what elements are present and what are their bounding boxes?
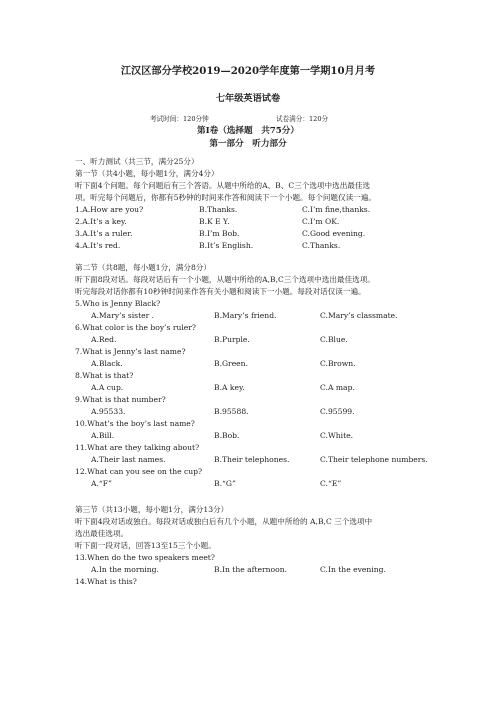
q10-option-a: A.Bill.: [91, 431, 115, 440]
q8-option-b: B.A key.: [214, 383, 245, 392]
q7-option-b: B.Green.: [214, 359, 248, 368]
volume-heading: 第Ⅰ卷（选择题 共75分）: [197, 126, 299, 136]
section3-title: 第三节（共13小题，每小题1分，满分13分）: [75, 505, 229, 514]
q9-option-a: A.95533.: [91, 407, 126, 416]
section1-instruction-1: 听下面4个问题。每个问题后有三个答语。从题中所给的A、B、C三个选项中选出最佳选: [75, 181, 371, 190]
q8-option-c: C.A map.: [320, 383, 355, 392]
q10-option-c: C.White.: [320, 431, 354, 440]
exam-title: 江汉区部分学校2019—2020学年度第一学期10月月考: [120, 65, 376, 77]
q6-question: 6.What color is the boy’s ruler?: [75, 323, 196, 332]
q3-option-c: C.Good evening.: [302, 229, 366, 238]
q12-option-a: A.“F”: [91, 479, 112, 488]
section2-instruction-1: 听下面8段对话。每段对话后有一个小题，从题中所给的A,B,C三个选项中选出最佳选项。: [75, 275, 375, 284]
q5-option-b: B.Mary’s friend.: [214, 311, 277, 320]
section1-instruction-2: 项。听完每个问题后，你都有5秒钟的时间来作答和阅读下一个小题。每个问题仅读一遍。: [75, 193, 376, 202]
q2-option-a: 2.A.It’s a key.: [75, 217, 127, 226]
q7-option-c: C.Brown.: [320, 359, 356, 368]
q1-option-a: 1.A.How are you?: [75, 205, 144, 214]
section3-instruction-2: 选出最佳选项。: [75, 529, 129, 538]
q13-question: 13.When do the two speakers meet?: [75, 553, 215, 562]
q13-option-b: B.In the afternoon.: [214, 565, 288, 574]
q12-question: 12.What can you see on the cup?: [75, 467, 203, 476]
q1-option-c: C.I’m fine,thanks.: [302, 205, 371, 214]
q2-option-b: B.K E Y.: [199, 217, 230, 226]
section1-title: 第一节（共4小题，每小题1分，满分4分）: [75, 169, 219, 178]
q13-option-c: C.In the evening.: [320, 565, 386, 574]
q6-option-c: C.Blue.: [320, 335, 348, 344]
exam-time: 考试时间：120分钟: [150, 115, 209, 123]
q2-option-c: C.I’m OK.: [302, 217, 340, 226]
q4-option-c: C.Thanks.: [302, 241, 341, 250]
q14-question: 14.What is this?: [75, 577, 137, 586]
q8-question: 8.What is that?: [75, 371, 134, 380]
exam-subtitle: 七年级英语试卷: [215, 93, 281, 104]
q13-option-a: A.In the morning.: [91, 565, 159, 574]
q11-question: 11.What are they talking about?: [75, 443, 200, 452]
q6-option-a: A.Red.: [91, 335, 117, 344]
q4-option-a: 4.A.It’s red.: [75, 241, 121, 250]
section2-title: 第二节（共8题，每小题1分，满分8分）: [75, 263, 211, 272]
q9-option-c: C.95599.: [320, 407, 355, 416]
q5-option-c: C.Mary’s classmate.: [320, 311, 398, 320]
q4-option-b: B.It’s English.: [199, 241, 254, 250]
q7-option-a: A.Black.: [91, 359, 123, 368]
part-heading: 第一部分 听力部分: [209, 139, 287, 149]
q9-option-b: B.95588.: [214, 407, 249, 416]
q11-option-b: B.Their telephones.: [214, 455, 290, 464]
q12-option-b: B.“G”: [214, 479, 236, 488]
listening-title: 一、听力测试（共三节，满分25分）: [75, 157, 199, 166]
section3-sub-intro: 听下面一段对话，回答13至15三个小题。: [75, 541, 216, 550]
q12-option-c: C.“E”: [320, 479, 342, 488]
q3-option-b: B.I’m Bob.: [199, 229, 240, 238]
full-score: 试卷满分：120分: [276, 115, 329, 123]
section2-instruction-2: 听完每段对话你都有10秒钟时间来作答有关小题和阅读下一小题。每段对话仅读一遍。: [75, 287, 366, 296]
q7-question: 7.What is Jenny’s last name?: [75, 347, 186, 356]
q11-option-c: C.Their telephone numbers.: [320, 455, 428, 464]
section3-instruction-1: 听下面4段对话或独白。每段对话或独白后有几个小题，从题中所给的 A,B,C 三个选项中: [75, 517, 373, 526]
q5-option-a: A.Mary’s sister .: [91, 311, 155, 320]
q5-question: 5.Who is Jenny Black?: [75, 299, 161, 308]
q9-question: 9.What is that number?: [75, 395, 166, 404]
q8-option-a: A.A cup.: [91, 383, 124, 392]
q1-option-b: B.Thanks.: [199, 205, 238, 214]
q10-question: 10.What’s the boy’s last name?: [75, 419, 195, 428]
q6-option-b: B.Purple.: [214, 335, 250, 344]
q3-option-a: 3.A.It’s a ruler.: [75, 229, 133, 238]
q11-option-a: A.Their last names.: [91, 455, 166, 464]
q10-option-b: B.Bob.: [214, 431, 240, 440]
